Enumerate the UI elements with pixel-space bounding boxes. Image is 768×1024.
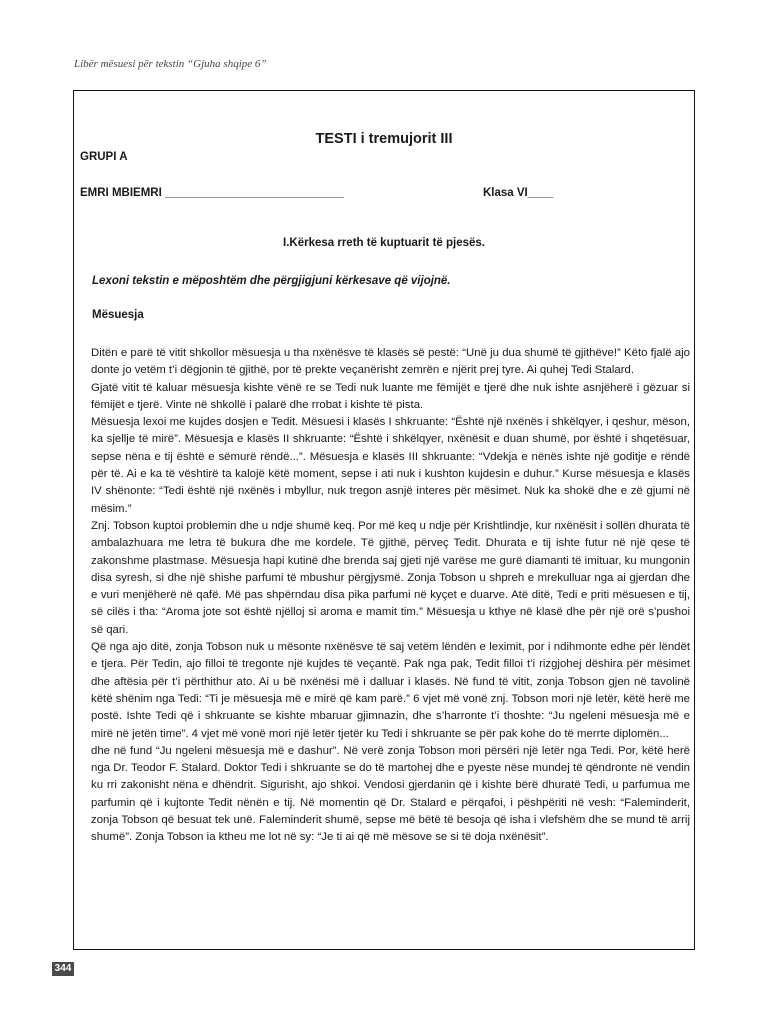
story-paragraph: dhe në fund “Ju ngeleni mësuesja më e dashur”. Në verë zonja Tobson mori përsëri një letër nga Tedi. Por, këtë herë nga Dr. Teodor F. Stalard. Doktor Tedi i shkruante se do të martohej dhe e pyeste nëse mundej të qëndronte në vendin ku rri zakonisht nëna e dhëndrit. Sigurisht, ajo shkoi. Vendosi gjerdanin që i kishte bërë dhuratë Tedi, u parfumua me parfumin që i kujtonte Tedit nënën e tij. Në momentin që Dr. Stalard e përqafoi, i pëshpëriti në vesh: “Faleminderit, zonja Tobson që besuat tek unë. Faleminderit shumë, sepse më bëtë të besoja që isha i vlefshëm dhe se mund të arrij shumë”. Zonja Tobson ia ktheu me lot në sy: “Je ti ai që më mësove se si të doja nxënësit”. [91, 744, 690, 844]
story-paragraph: Që nga ajo ditë, zonja Tobson nuk u mësonte nxënësve të saj vetëm lëndën e leximit, por i ndihmonte edhe për lëndët e tjera. Për Tedin, ajo filloi të tregonte një kujdes të veçantë. Pak nga pak, Tedit filloi t’i rizgjohej dëshira për mësimet dhe aftësia për t’i përthithur ato. Ai u bë nxënësi më i dalluar i klasës. Në fund të vitit, zonja Tobson gjen në tavolinë këtë shënim nga Tedi: “Ti je mësuesja më e mirë që kam parë.” 6 vjet më vonë znj. Tobson mori një letër, këtë herë me postë. Ishte Tedi që i shkruante se kishte mbaruar gjimnazin, dhe s’harronte t’i thoshte: “Ju ngeleni mësuesja më e mirë në jetën time”. 4 vjet më vonë mori një letër tjetër ku Tedi i shkruante se për pak kohe do të merrte diplomën... [91, 641, 690, 740]
story-paragraph: Znj. Tobson kuptoi problemin dhe u ndje shumë keq. Por më keq u ndje për Krishtlindje, kur nxënësit i sollën dhurata të ambalazhuara me letra të bukura dhe me kordele. Të gjithë, përveç Tedit. Dhurata e tij ishte futur në një qese të zakonshme plastmase. Mësuesja hapi kutinë dhe brenda saj gjeti një varëse me gurë diamanti të imituar, ku mungonin disa syresh, si dhe një shishe parfumi të mbushur përgjysmë. Zonja Tobson u shpreh e mrekulluar nga ai gjerdan dhe e vuri menjëherë në qafë. Më pas shpërndau disa pika parfumi në kyçet e duarve. Atë ditë, Tedi e priti mësuesen e tij, së cilës i tha: “Aroma jote sot është njëlloj si aroma e mamit tim.” Mësuesja u kthye në klasë dhe për një orë s’pushoi së qari. [91, 519, 690, 636]
story-paragraph: Mësuesja lexoi me kujdes dosjen e Tedit. Mësuesi i klasës I shkruante: “Është një nxënës i shkëlqyer, i qeshur, mëson, ka sjellje të mirë”. Mësuesja e klasës II shkruante: “Është i shkëlqyer, nxënësit e duan shumë, por është i shqetësuar, sepse nëna e tij është e sëmurë rëndë...”. Mësuesja e klasës III shkruante: “Vdekja e nënës ishte një goditje e rëndë për të. Ai e ka të vështirë ta kalojë këtë moment, sepse i ati nuk i kushton kujdesin e duhur.” Kurse mësuesja e klasës IV shënonte: “Tedi është një nxënës i mbyllur, nuk tregon asnjë interes për mësimet. Nuk ka shokë dhe e zë gjumi në mësim.” [91, 416, 690, 515]
instruction: Lexoni tekstin e mëposhtëm dhe përgjigjuni kërkesave që vijojnë. [92, 275, 451, 287]
running-header: Libër mësuesi për tekstin “Gjuha shqipe 6” [74, 58, 267, 70]
section-title: I.Kërkesa rreth të kuptuarit të pjesës. [283, 237, 485, 249]
story-paragraph: Gjatë vitit të kaluar mësuesja kishte vënë re se Tedi nuk luante me fëmijët e tjerë dhe nuk ishte asnjëherë i gëzuar si fëmijët e tjerë. Vinte në shkollë i palarë dhe rrobat i kishte të pista. [91, 381, 690, 411]
name-field: EMRI MBIEMRI ____________________________ [80, 187, 345, 199]
story-paragraph: Ditën e parë të vitit shkollor mësuesja u tha nxënësve të klasës së pestë: “Unë ju dua shumë të gjithëve!” Këto fjalë ajo donte jo vetëm t’i dëgjonin të gjithë, por të prekte veçanërisht zemrën e njërit prej tyre. Ai quhej Tedi Stalard. [91, 347, 690, 377]
story-text [91, 345, 690, 847]
class-field: Klasa VI____ [483, 187, 554, 199]
story-title: Mësuesja [92, 309, 144, 321]
group-label: GRUPI A [80, 151, 128, 163]
test-frame [73, 90, 695, 950]
page-number: 344 [52, 962, 74, 976]
page-title: TESTI i tremujorit III [315, 131, 453, 147]
